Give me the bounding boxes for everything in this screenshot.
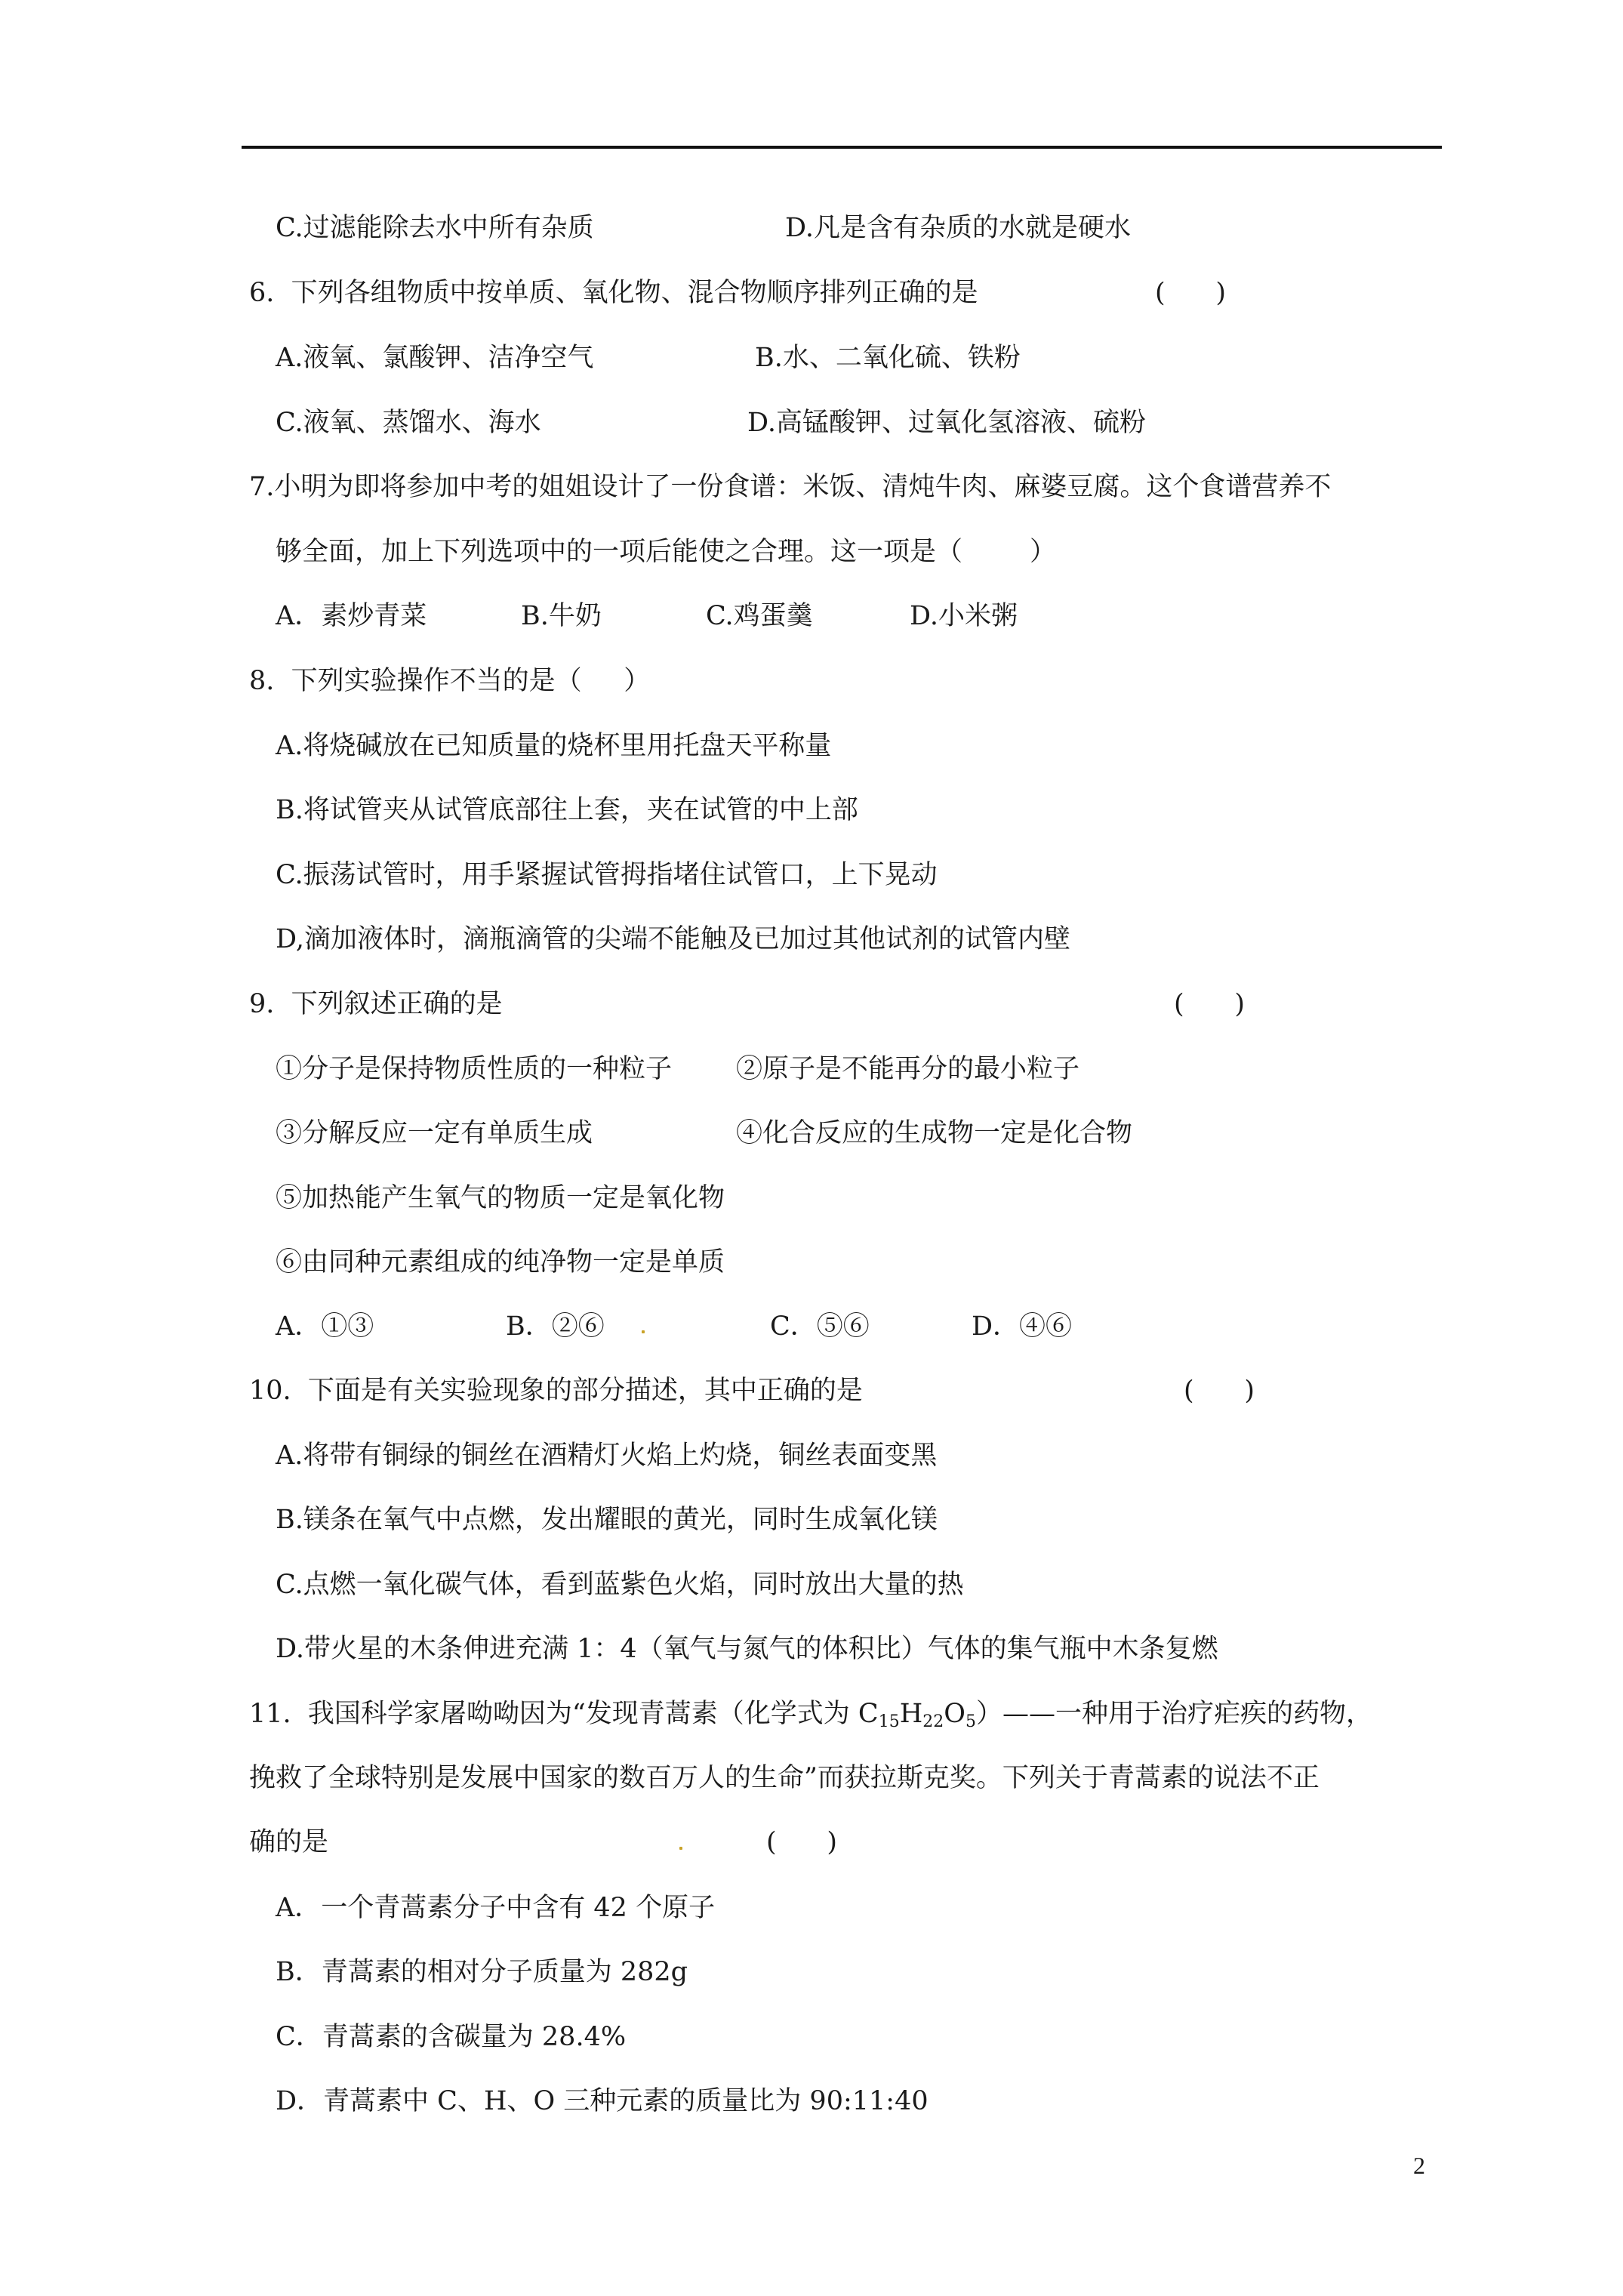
q10-option-d: D.带火星的木条伸进充满 1：4（氧气与氮气的体积比）气体的集气瓶中木条复燃: [276, 1634, 1218, 1664]
formula-h: H: [899, 1699, 923, 1729]
q9-statement-5: ⑤加热能产生氧气的物质一定是氧化物: [276, 1183, 725, 1213]
q10-option-b: B.镁条在氧气中点燃，发出耀眼的黄光，同时生成氧化镁: [276, 1505, 938, 1535]
q9-stem: 9. 下列叙述正确的是: [249, 989, 503, 1019]
q11-option-b: B．青蒿素的相对分子质量为 282g: [276, 1957, 688, 1987]
scan-artifact-dot: [679, 1847, 682, 1850]
q7-option-a: A．素炒青菜: [276, 601, 427, 631]
q11-answer-paren: ( ): [766, 1827, 838, 1857]
q10-option-a: A.将带有铜绿的铜丝在酒精灯火焰上灼烧，铜丝表面变黑: [276, 1441, 938, 1471]
formula-sub-o: 5: [965, 1712, 976, 1731]
header-rule: [242, 146, 1442, 149]
q11-stem-line1: [249, 1697, 1372, 1730]
q7-stem-line2: 够全面，加上下列选项中的一项后能使之合理。这一项是（ ）: [276, 537, 1057, 567]
q10-stem: 10. 下面是有关实验现象的部分描述，其中正确的是: [249, 1376, 863, 1406]
q6-option-c: C.液氧、蒸馏水、海水: [276, 408, 541, 438]
q9-statement-2: ②原子是不能再分的最小粒子: [736, 1054, 1080, 1084]
q11-option-a: A．一个青蒿素分子中含有 42 个原子: [276, 1893, 716, 1923]
q6-answer-paren: ( ): [1155, 278, 1227, 308]
q11-option-c: C．青蒿素的含碳量为 28.4%: [276, 2022, 627, 2052]
q9-statement-6: ⑥由同种元素组成的纯净物一定是单质: [276, 1247, 725, 1277]
q6-option-b: B.水、二氧化硫、铁粉: [755, 343, 1021, 373]
q9-option-a: A．①③: [276, 1311, 374, 1342]
q9-option-c: C．⑤⑥: [770, 1311, 870, 1342]
q6-stem: 6. 下列各组物质中按单质、氧化物、混合物顺序排列正确的是: [249, 278, 978, 308]
q11-stem-part1: 11. 我国科学家屠呦呦因为“发现青蒿素（化学式为 C: [249, 1699, 879, 1729]
q9-answer-paren: ( ): [1174, 989, 1246, 1019]
q5-option-c: C.过滤能除去水中所有杂质: [276, 213, 594, 243]
page-number: 2: [1413, 2152, 1425, 2179]
q7-option-c: C.鸡蛋羹: [706, 601, 813, 631]
q11-stem-line3: 确的是: [249, 1827, 329, 1857]
scan-artifact-dot: [642, 1330, 645, 1333]
q8-option-b: B.将试管夹从试管底部往上套，夹在试管的中上部: [276, 795, 858, 825]
q8-option-d: D,滴加液体时，滴瓶滴管的尖端不能触及已加过其他试剂的试管内壁: [276, 924, 1070, 954]
q9-option-b: B．②⑥: [506, 1311, 605, 1342]
formula-sub-h: 22: [922, 1712, 944, 1731]
q5-option-d: D.凡是含有杂质的水就是硬水: [785, 213, 1131, 243]
formula-sub-c: 15: [878, 1712, 900, 1731]
q9-statement-1: ①分子是保持物质性质的一种粒子: [276, 1054, 673, 1084]
q6-option-a: A.液氧、氯酸钾、洁净空气: [276, 343, 594, 373]
q11-stem-line2: 挽救了全球特别是发展中国家的数百万人的生命”而获拉斯克奖。下列关于青蒿素的说法不正: [249, 1763, 1320, 1793]
q9-statement-3: ③分解反应一定有单质生成: [276, 1118, 593, 1148]
q9-option-d: D．④⑥: [972, 1311, 1073, 1342]
q8-option-c: C.振荡试管时，用手紧握试管拇指堵住试管口，上下晃动: [276, 860, 938, 890]
q11-option-d: D．青蒿素中 C、H、O 三种元素的质量比为 90:11:40: [276, 2086, 929, 2116]
q7-option-b: B.牛奶: [521, 601, 602, 631]
q7-stem-line1: 7.小明为即将参加中考的姐姐设计了一份食谱：米饭、清炖牛肉、麻婆豆腐。这个食谱营养不: [249, 472, 1332, 502]
q6-option-d: D.高锰酸钾、过氧化氢溶液、硫粉: [747, 408, 1146, 438]
q8-option-a: A.将烧碱放在已知质量的烧杯里用托盘天平称量: [276, 731, 832, 761]
formula-o: O: [944, 1699, 965, 1729]
q11-stem-part2: ）——一种用于治疗疟疾的药物，: [975, 1699, 1372, 1729]
q9-statement-4: ④化合反应的生成物一定是化合物: [736, 1118, 1133, 1148]
q7-option-d: D.小米粥: [910, 601, 1018, 631]
q8-stem: 8. 下列实验操作不当的是（ ）: [249, 666, 651, 696]
q10-answer-paren: ( ): [1184, 1376, 1255, 1406]
q10-option-c: C.点燃一氧化碳气体，看到蓝紫色火焰，同时放出大量的热: [276, 1570, 964, 1600]
